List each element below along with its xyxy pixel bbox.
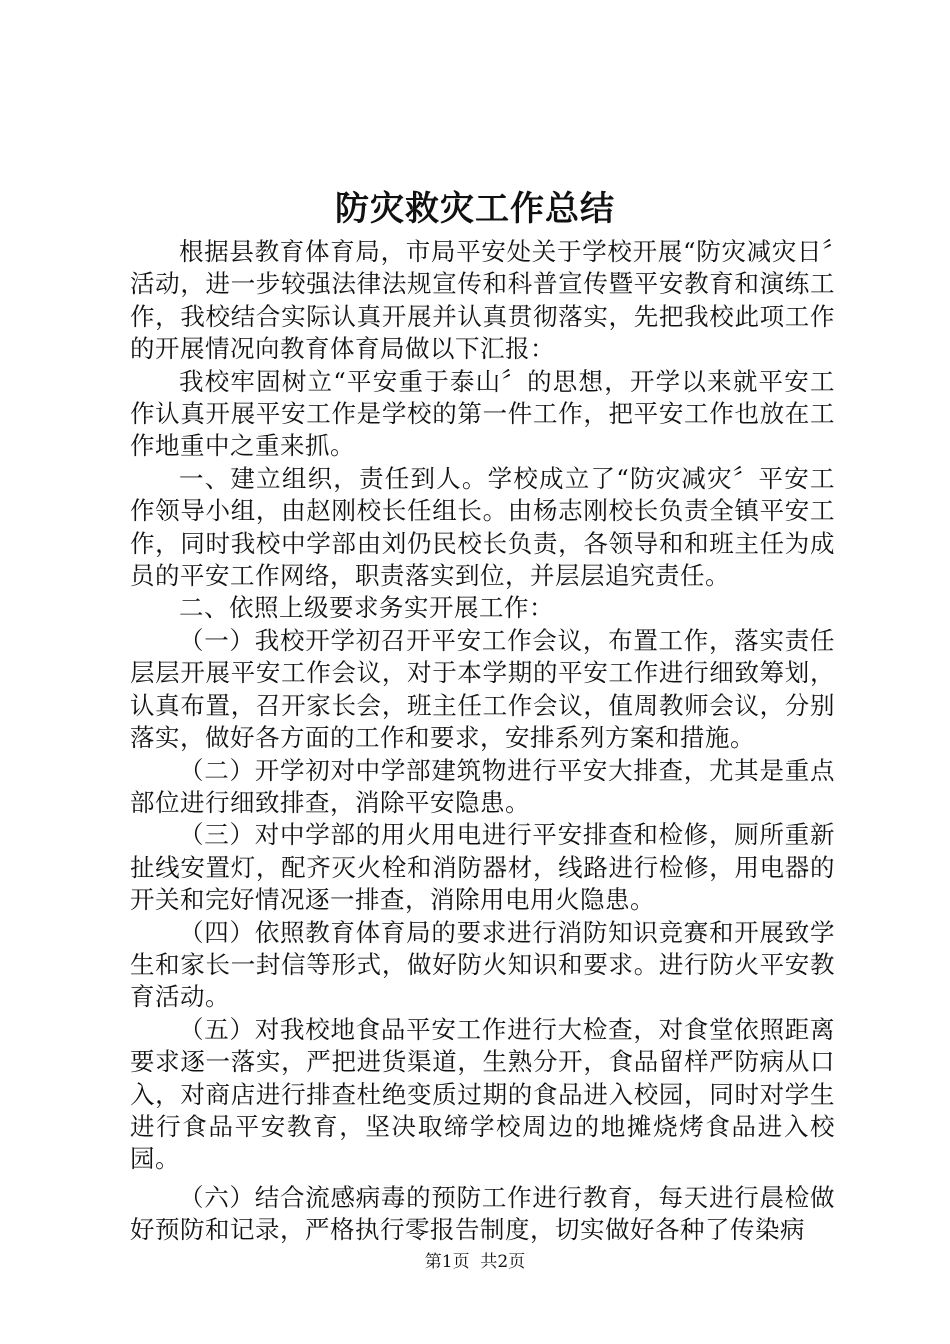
paragraph-intro: 根据县教育体育局，市局平安处关于学校开展“防灾减灾日〞活动，进一步较强法律法规宣传和科普宣传暨平安教育和演练工作，我校结合实际认真开展并认真贯彻落实，先把我校此项工作的开展情况向教育体育局做以下汇报： [130,237,835,364]
paragraph-safety-first: 我校牢固树立“平安重于泰山〞的思想，开学以来就平安工作认真开展平安工作是学校的第一件工作，把平安工作也放在工作地重中之重来抓。 [130,366,835,461]
paragraph-item-3: （三）对中学部的用火用电进行平安排查和检修，厕所重新扯线安置灯，配齐灭火栓和消防器材，线路进行检修，用电器的开关和完好情况逐一排查，消除用电用火隐患。 [130,820,835,915]
document-title: 防灾救灾工作总结 [335,189,615,229]
page-number-footer: 第1页 共2页 [424,1252,526,1272]
paragraph-item-2: （二）开学初对中学部建筑物进行平安大排查，尤其是重点部位进行细致排查，消除平安隐患。 [130,755,835,817]
document-body [130,236,835,1247]
paragraph-item-4: （四）依照教育体育局的要求进行消防知识竞赛和开展致学生和家长一封信等形式，做好防火知识和要求。进行防火平安教育活动。 [130,917,835,1012]
paragraph-organization: 一、建立组织，责任到人。学校成立了“防灾减灾〞平安工作领导小组，由赵刚校长任组长。由杨志刚校长负责全镇平安工作，同时我校中学部由刘仍民校长负责，各领导和和班主任为成员的平安工作网络，职责落实到位，并层层追究责任。 [130,463,835,591]
paragraph-item-6: （六）结合流感病毒的预防工作进行教育，每天进行晨检做好预防和记录，严格执行零报告制度，切实做好各种了传染病 [130,1182,835,1245]
paragraph-section-two-heading: 二、依照上级要求务实开展工作： [179,593,554,623]
paragraph-item-1: （一）我校开学初召开平安工作会议，布置工作，落实责任层层开展平安工作会议，对于本学期的平安工作进行细致筹划，认真布置，召开家长会，班主任工作会议，值周教师会议，分别落实，做好各方面的工作和要求，安排系列方案和措施。 [130,625,835,753]
paragraph-item-5: （五）对我校地食品平安工作进行大检查，对食堂依照距离要求逐一落实，严把进货渠道，生熟分开，食品留样严防病从口入，对商店进行排查杜绝变质过期的食品进入校园，同时对学生进行食品平安教育，坚决取缔学校周边的地摊烧烤食品进入校园。 [130,1014,835,1174]
